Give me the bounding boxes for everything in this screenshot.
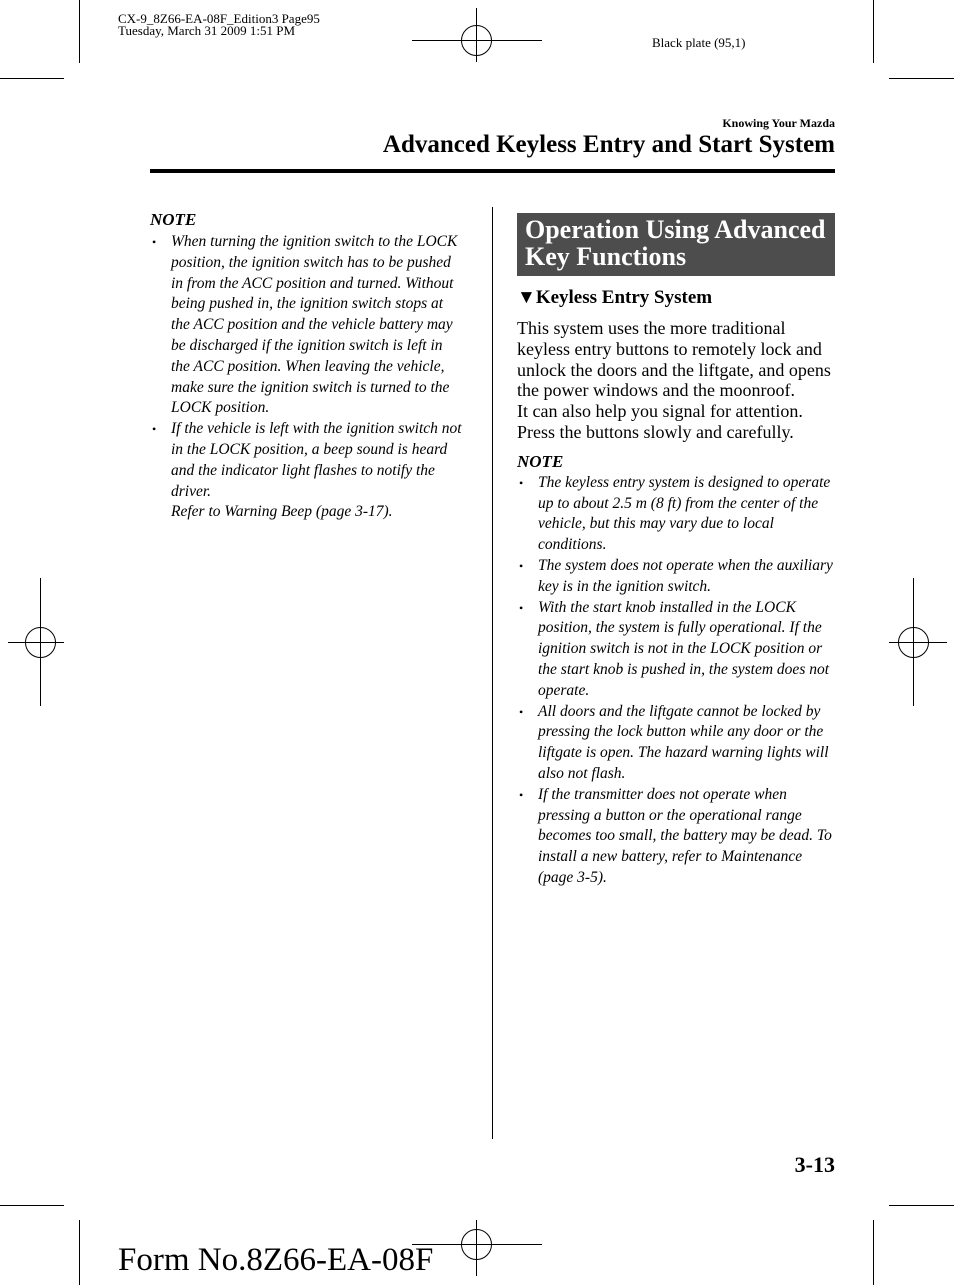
note-text: If the transmitter does not operate when pressing a button or the operational range becomes too small, the battery may be dead. To install a new battery, refer to Maintenance (page 3-5). <box>538 785 832 886</box>
triangle-down-icon: ▼ <box>517 287 536 308</box>
note-text: The system does not operate when the auxiliary key is in the ignition switch. <box>538 556 833 595</box>
left-column <box>150 210 465 523</box>
crop-mark <box>0 78 64 79</box>
subheading-text: Keyless Entry System <box>535 287 713 308</box>
form-number: Form No.8Z66-EA-08F <box>118 1242 434 1278</box>
list-item <box>517 473 835 556</box>
bullet-icon: • <box>152 422 157 437</box>
section-label: Knowing Your Mazda <box>722 116 835 130</box>
note-label: NOTE <box>517 451 564 471</box>
print-job-name: CX-9_8Z66-EA-08F_Edition3 Page95 <box>118 11 320 26</box>
section-heading: Operation Using Advanced Key Functions <box>517 213 835 276</box>
print-timestamp: Tuesday, March 31 2009 1:51 PM <box>118 23 296 38</box>
right-column <box>517 213 835 889</box>
column-divider <box>492 207 493 1139</box>
bullet-icon: • <box>519 558 524 573</box>
note-text: All doors and the liftgate cannot be locked by pressing the lock button while any door or the liftgate is open. The hazard warning lights will also not flash. <box>538 702 829 782</box>
page-reference: Refer to Warning Beep (page 3-17). <box>171 503 393 521</box>
body-paragraph: It can also help you signal for attention. Press the buttons slowly and carefully. <box>517 401 803 442</box>
crop-mark <box>873 0 874 63</box>
list-item <box>517 598 835 702</box>
crop-mark <box>0 1205 64 1206</box>
crop-mark <box>79 1220 80 1285</box>
crop-mark <box>889 78 954 79</box>
note-list <box>150 232 465 523</box>
bullet-icon: • <box>519 704 524 719</box>
note-list <box>517 473 835 889</box>
list-item <box>150 232 465 419</box>
note-text: If the vehicle is left with the ignition switch not in the LOCK position, a beep sound is heard and the indicator light flashes to notify the driver. <box>171 420 462 500</box>
bullet-icon: • <box>519 475 524 490</box>
crop-mark <box>889 1205 954 1206</box>
title-rule <box>150 169 835 173</box>
note-text: With the start knob installed in the LOCK position, the system is fully operational. If the ignition switch is not in the LOCK position or the start knob is pushed in, the system does not operate. <box>538 598 830 699</box>
note-text: When turning the ignition switch to the LOCK position, the ignition switch has to be pushed in from the ACC position and turned. Without being pushed in, the ignition switch stops at the ACC position and the vehicle battery may be discharged if the ignition switch is left in the ACC position. When leaving the vehicle, make sure the ignition switch is turned to the LOCK position. <box>171 233 458 417</box>
list-item <box>517 556 835 598</box>
list-item <box>150 419 465 523</box>
crop-mark <box>873 1220 874 1285</box>
subheading <box>517 287 835 309</box>
note-text: The keyless entry system is designed to operate up to about 2.5 m (8 ft) from the center of the vehicle, but this may vary due to local conditions. <box>538 473 831 554</box>
list-item <box>517 785 835 889</box>
plate-label: Black plate (95,1) <box>652 35 746 50</box>
bullet-icon: • <box>519 787 524 802</box>
list-item <box>517 702 835 785</box>
page-title: Advanced Keyless Entry and Start System <box>382 131 835 158</box>
body-paragraph: This system uses the more traditional keyless entry buttons to remotely lock and unlock the doors and the liftgate, and opens the power windows and the moonroof. <box>517 318 831 401</box>
crop-mark <box>79 0 80 63</box>
bullet-icon: • <box>152 235 157 249</box>
note-label: NOTE <box>150 210 197 229</box>
bullet-icon: • <box>519 600 524 615</box>
page-number: 3-13 <box>794 1152 835 1177</box>
